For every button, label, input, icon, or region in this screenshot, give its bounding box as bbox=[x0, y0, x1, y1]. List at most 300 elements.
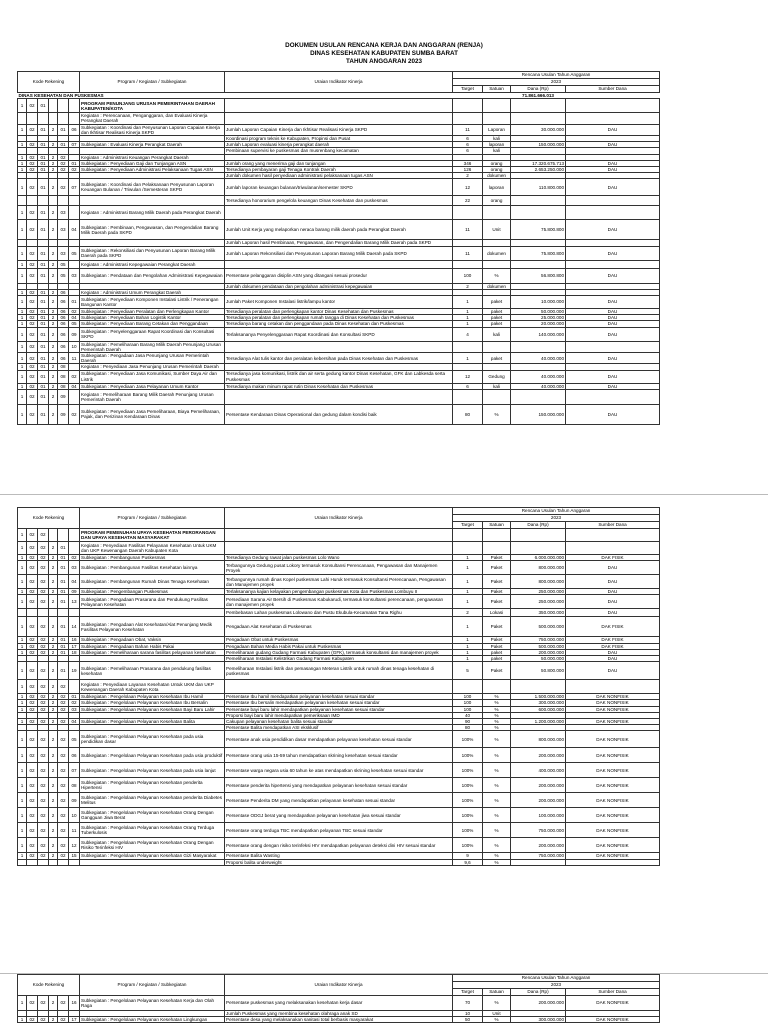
sumber-cell: DAK NONFISIK bbox=[566, 706, 660, 712]
kode-cell: 02 bbox=[38, 706, 49, 712]
kode-cell: 01 bbox=[58, 124, 69, 135]
kode-cell: 02 bbox=[27, 260, 38, 268]
kode-cell: 2 bbox=[49, 327, 58, 341]
document-title bbox=[0, 42, 768, 66]
kode-cell: 02 bbox=[58, 154, 69, 160]
kode-cell bbox=[18, 196, 27, 206]
sumber-cell: DAU bbox=[566, 327, 660, 341]
table-row bbox=[18, 260, 660, 268]
kode-cell: 02 bbox=[58, 763, 69, 778]
program-cell: Kegiatan : Perencanaan, Penganggaran, dan Evaluasi Kinerja Perangkat Daerah bbox=[80, 113, 225, 124]
target-cell: 6 bbox=[453, 142, 483, 148]
header-uraian: Uraian Indikator Kinerja bbox=[225, 508, 453, 529]
kode-cell: 2 bbox=[49, 996, 58, 1011]
budget-table bbox=[17, 974, 660, 1023]
kode-cell: 02 bbox=[38, 680, 49, 694]
header-program: Program / Kegiatan / Subkegiatan bbox=[80, 72, 225, 93]
kode-cell: 02 bbox=[38, 575, 49, 589]
target-cell: 10 bbox=[453, 1011, 483, 1017]
kode-cell: 02 bbox=[38, 542, 49, 555]
kode-cell: 04 bbox=[69, 315, 80, 321]
table-body bbox=[18, 99, 660, 425]
dana-cell: 110.800.000 bbox=[511, 179, 566, 196]
kode-cell: 2 bbox=[49, 383, 58, 389]
satuan-cell: kali bbox=[483, 136, 511, 142]
kode-cell: 2 bbox=[49, 617, 58, 637]
target-cell: 12 bbox=[453, 179, 483, 196]
kode-cell: 1 bbox=[18, 823, 27, 838]
header-target: Target bbox=[453, 989, 483, 996]
kode-cell: 01 bbox=[38, 154, 49, 160]
table-row bbox=[18, 694, 660, 700]
indikator-cell: Terbangunnya rumah dinas Kopel puskesmas Lahi Huruk termasuk Konsultansi Perencanaan, Pengawasan dan Manajemen proyek bbox=[225, 575, 453, 589]
table-body bbox=[18, 996, 660, 1023]
satuan-cell: dokumen bbox=[483, 246, 511, 260]
target-cell bbox=[453, 542, 483, 555]
kode-cell: 02 bbox=[27, 327, 38, 341]
sumber-cell: DAU bbox=[566, 595, 660, 609]
satuan-cell: kali bbox=[483, 327, 511, 341]
kode-cell: 2 bbox=[49, 220, 58, 240]
kode-cell: 2 bbox=[49, 389, 58, 404]
kode-cell: 1 bbox=[18, 778, 27, 793]
kode-cell: 01 bbox=[38, 353, 49, 364]
sumber-cell: DAK NONFISIK bbox=[566, 793, 660, 808]
kode-cell: 01 bbox=[38, 315, 49, 321]
title-line-1: DOKUMEN USULAN RENCANA KERJA DAN ANGGARAN (RENJA) bbox=[285, 42, 483, 49]
kode-cell: 1 bbox=[18, 99, 27, 113]
kode-cell: 2 bbox=[49, 154, 58, 160]
kode-cell: 02 bbox=[38, 808, 49, 823]
program-cell: PROGRAM PENUNJANG URUSAN PEMERINTAHAN DAERAH KABUPATEN/KOTA bbox=[80, 99, 225, 113]
target-cell bbox=[453, 680, 483, 694]
kode-cell: 01 bbox=[58, 662, 69, 680]
kode-cell: 02 bbox=[58, 996, 69, 1011]
dana-cell: 750.000.000 bbox=[511, 637, 566, 643]
kode-cell: 1 bbox=[18, 327, 27, 341]
sumber-cell: DAU bbox=[566, 353, 660, 364]
kode-cell: 02 bbox=[27, 142, 38, 148]
satuan-cell: Paket bbox=[483, 637, 511, 643]
table-row bbox=[18, 859, 660, 865]
kode-cell: 01 bbox=[38, 327, 49, 341]
program-cell: Subkegiatan : Pengelolaan Pelayanan Kesehatan pada usia pendidikan dasar bbox=[80, 731, 225, 748]
satuan-cell: Lokasi bbox=[483, 609, 511, 617]
target-cell: 12 bbox=[453, 370, 483, 383]
kode-cell: 06 bbox=[69, 748, 80, 763]
indikator-cell: Jumlah dokumen hasil penyediaan administrasi pelaksanaan tugas ASN bbox=[225, 173, 453, 179]
kode-cell bbox=[69, 529, 80, 542]
kode-cell: 02 bbox=[27, 124, 38, 135]
dana-cell: 250.000.000 bbox=[511, 589, 566, 595]
kode-cell: 14 bbox=[69, 617, 80, 637]
program-cell: Subkegiatan : Rekonsiliasi dan Penyusunan Laporan Barang Milik Daerah pada SKPD bbox=[80, 246, 225, 260]
satuan-cell: % bbox=[483, 823, 511, 838]
sumber-cell bbox=[566, 529, 660, 542]
sumber-cell: DAU bbox=[566, 649, 660, 655]
dana-cell bbox=[511, 859, 566, 865]
indikator-cell bbox=[225, 113, 453, 124]
table-row bbox=[18, 680, 660, 694]
program-cell: Kegiatan : Penyediaan Fasilitas Pelayanan Kesehatan Untuk UKM dan UKP Kewenangan Daerah Kabupaten Kota bbox=[80, 542, 225, 555]
satuan-cell: Paket bbox=[483, 595, 511, 609]
kode-cell: 03 bbox=[69, 706, 80, 712]
dana-cell bbox=[511, 341, 566, 352]
sumber-cell: DAU bbox=[566, 656, 660, 662]
indikator-cell: Persediaan Sarana Air Bersih di Puskesmas Kabukarudi, termasuk konsultansi perencanaan, pengawasan dan manajemen proyek bbox=[225, 595, 453, 609]
kode-cell: 07 bbox=[69, 763, 80, 778]
header-dana: Dana (Rp) bbox=[511, 86, 566, 93]
kode-cell: 02 bbox=[27, 561, 38, 575]
sumber-cell: DAK NONFISIK bbox=[566, 823, 660, 838]
kode-cell: 01 bbox=[58, 575, 69, 589]
satuan-cell: kali bbox=[483, 383, 511, 389]
target-cell: 1 bbox=[453, 637, 483, 643]
target-cell: 100% bbox=[453, 748, 483, 763]
header-rencana: Rencana Usulan Tahun Anggaran bbox=[453, 72, 660, 79]
program-cell: Subkegiatan : Pembangunan Puskesmas bbox=[80, 555, 225, 561]
sumber-cell bbox=[566, 859, 660, 865]
kode-cell: 02 bbox=[27, 778, 38, 793]
target-cell: 100 bbox=[453, 700, 483, 706]
kode-cell: 02 bbox=[27, 575, 38, 589]
indikator-cell: Proporsi bayi baru lahir mendapatkan pemeriksaan IMD bbox=[225, 712, 453, 718]
indikator-cell: Pengadaan Obat untuk Puskesmas bbox=[225, 637, 453, 643]
kode-cell: 07 bbox=[69, 179, 80, 196]
sumber-cell: DAU bbox=[566, 160, 660, 166]
program-cell: Subkegiatan : Pengelolaan Pelayanan Kesehatan Gizi Masyarakat bbox=[80, 853, 225, 859]
target-cell: 22 bbox=[453, 196, 483, 206]
kode-cell: 01 bbox=[38, 309, 49, 315]
program-cell: Subkegiatan : Pengelolaan Pelayanan Kesehatan Lingkungan bbox=[80, 1017, 225, 1023]
kode-cell: 05 bbox=[58, 260, 69, 268]
program-cell: Subkegiatan : Pengembangan Puskesmas bbox=[80, 589, 225, 595]
kode-cell: 17 bbox=[69, 1017, 80, 1023]
kode-cell: 2 bbox=[49, 1017, 58, 1023]
kode-cell: 2 bbox=[49, 142, 58, 148]
program-cell: Subkegiatan : Pengadaan Jasa Penunjang Urusan Pemerintah Daerah bbox=[80, 353, 225, 364]
dana-cell: 1.200.000.000 bbox=[511, 719, 566, 725]
kode-cell bbox=[38, 196, 49, 206]
satuan-cell: dokumen bbox=[483, 173, 511, 179]
target-cell: 100% bbox=[453, 763, 483, 778]
kode-cell: 02 bbox=[58, 838, 69, 853]
sumber-cell: DAK FISIK bbox=[566, 643, 660, 649]
indikator-cell bbox=[225, 389, 453, 404]
kode-cell: 02 bbox=[58, 1017, 69, 1023]
program-cell: Subkegiatan : Pengelolaan Pelayanan Kesehatan penderita Hipertensi bbox=[80, 778, 225, 793]
indikator-cell: Persentase orang terduga TBC mendapatkan pelayanan TBC sesuai standar bbox=[225, 823, 453, 838]
dana-cell: 140.000.000 bbox=[511, 327, 566, 341]
kode-cell bbox=[58, 113, 69, 124]
sumber-cell: DAU bbox=[566, 321, 660, 327]
kode-cell: 2 bbox=[49, 321, 58, 327]
satuan-cell: % bbox=[483, 748, 511, 763]
kode-cell: 02 bbox=[27, 555, 38, 561]
kode-cell: 01 bbox=[38, 142, 49, 148]
kode-cell: 1 bbox=[18, 364, 27, 370]
sumber-cell: DAK NONFISIK bbox=[566, 1017, 660, 1023]
target-cell: 80 bbox=[453, 404, 483, 424]
satuan-cell: paket bbox=[483, 309, 511, 315]
dana-cell: 500.000.000 bbox=[511, 617, 566, 637]
kode-cell: 02 bbox=[27, 996, 38, 1011]
dana-cell: 1.500.000.000 bbox=[511, 694, 566, 700]
indikator-cell: Terlaksananya Penyelenggaraan Rapat Koordinasi dan Konsultasi SKPD bbox=[225, 327, 453, 341]
dana-cell: 50.000.000 bbox=[511, 656, 566, 662]
satuan-cell bbox=[483, 389, 511, 404]
kode-cell: 02 bbox=[27, 838, 38, 853]
table-row bbox=[18, 643, 660, 649]
kode-cell: 06 bbox=[58, 327, 69, 341]
kode-cell: 06 bbox=[58, 289, 69, 295]
kode-cell: 2 bbox=[49, 268, 58, 283]
sumber-cell: DAK NONFISIK bbox=[566, 748, 660, 763]
kode-cell: 1 bbox=[18, 706, 27, 712]
kode-cell: 2 bbox=[49, 694, 58, 700]
satuan-cell bbox=[483, 542, 511, 555]
satuan-cell: % bbox=[483, 725, 511, 731]
indikator-cell: Jumlah Laporan Capaian Kinerja dan Ikhtisar Realisasi Kinerja SKPD bbox=[225, 124, 453, 135]
kode-cell bbox=[58, 859, 69, 865]
kode-cell bbox=[27, 609, 38, 617]
dana-cell: 30.000.000 bbox=[511, 124, 566, 135]
kode-cell: 02 bbox=[27, 1017, 38, 1023]
kode-cell: 1 bbox=[18, 142, 27, 148]
program-cell: Kegiatan : Penyediaan Jasa Penunjang Urusan Pemerintah Daerah bbox=[80, 364, 225, 370]
target-cell: 11 bbox=[453, 124, 483, 135]
kode-cell: 02 bbox=[27, 680, 38, 694]
dana-cell: 75.800.800 bbox=[511, 220, 566, 240]
indikator-cell: Jumlah Puskesmas yang membina kesehatan olahraga anak SD bbox=[225, 1011, 453, 1017]
kode-cell: 2 bbox=[49, 309, 58, 315]
kode-cell: 2 bbox=[49, 706, 58, 712]
sumber-cell: DAU bbox=[566, 167, 660, 173]
kode-cell: 1 bbox=[18, 206, 27, 220]
target-cell: 1 bbox=[453, 649, 483, 655]
title-line-3: TAHUN ANGGARAN 2023 bbox=[346, 58, 422, 65]
program-cell: Subkegiatan : Penyediaan Jasa Pemeliharaan, Biaya Pemeliharaan, Pajak, dan Perizinan Kendaraan Dinas bbox=[80, 404, 225, 424]
kode-cell: 01 bbox=[69, 694, 80, 700]
header-kode: Kode Rekening bbox=[18, 975, 80, 996]
sumber-cell bbox=[566, 113, 660, 124]
satuan-cell bbox=[483, 206, 511, 220]
sumber-cell bbox=[566, 206, 660, 220]
sumber-cell: DAK NONFISIK bbox=[566, 808, 660, 823]
kode-cell: 1 bbox=[18, 529, 27, 542]
header-rencana: Rencana Usulan Tahun Anggaran bbox=[453, 975, 660, 982]
dana-cell: 200.000.000 bbox=[511, 748, 566, 763]
dana-cell: 100.000.000 bbox=[511, 808, 566, 823]
sumber-cell bbox=[566, 389, 660, 404]
kode-cell: 02 bbox=[27, 700, 38, 706]
program-cell: Subkegiatan : Evaluasi Kinerja Perangkat Daerah bbox=[80, 142, 225, 148]
kode-cell: 2 bbox=[49, 643, 58, 649]
sumber-cell: DAU bbox=[566, 561, 660, 575]
kode-cell: 04 bbox=[69, 383, 80, 389]
kode-cell: 02 bbox=[27, 389, 38, 404]
kode-cell: 1 bbox=[18, 996, 27, 1011]
kode-cell: 01 bbox=[58, 561, 69, 575]
indikator-cell: Persentase Balita Wasting bbox=[225, 853, 453, 859]
kode-cell bbox=[69, 206, 80, 220]
kode-cell: 07 bbox=[69, 142, 80, 148]
table-row bbox=[18, 561, 660, 575]
kode-cell: 01 bbox=[38, 383, 49, 389]
kode-cell: 1 bbox=[18, 595, 27, 609]
indikator-cell: Tersedianya barang cetakan dan penggandaan pada Dinas Kesehatan dan Puskesmas bbox=[225, 321, 453, 327]
kode-cell: 1 bbox=[18, 353, 27, 364]
kode-cell: 02 bbox=[38, 748, 49, 763]
dana-cell: 200.000.000 bbox=[511, 996, 566, 1011]
sumber-cell: DAU bbox=[566, 370, 660, 383]
kode-cell: 04 bbox=[69, 719, 80, 725]
kode-cell: 1 bbox=[18, 404, 27, 424]
kode-cell: 2 bbox=[49, 838, 58, 853]
sumber-cell: DAU bbox=[566, 589, 660, 595]
dana-cell: 17.320.675.713 bbox=[511, 160, 566, 166]
kode-cell: 02 bbox=[27, 206, 38, 220]
sumber-cell: DAK NONFISIK bbox=[566, 719, 660, 725]
kode-cell: 02 bbox=[27, 808, 38, 823]
target-cell: 1 bbox=[453, 656, 483, 662]
kode-cell: 2 bbox=[49, 662, 58, 680]
indikator-cell bbox=[225, 341, 453, 352]
dana-cell: 400.000.000 bbox=[511, 763, 566, 778]
kode-cell: 2 bbox=[49, 637, 58, 643]
target-cell: 1 bbox=[453, 561, 483, 575]
kode-cell: 02 bbox=[27, 617, 38, 637]
kode-cell: 02 bbox=[38, 731, 49, 748]
kode-cell bbox=[58, 196, 69, 206]
kode-cell: 1 bbox=[18, 321, 27, 327]
kode-cell bbox=[38, 113, 49, 124]
kode-cell: 02 bbox=[38, 719, 49, 725]
kode-cell: 02 bbox=[27, 731, 38, 748]
kode-cell: 2 bbox=[49, 823, 58, 838]
kode-cell: 2 bbox=[49, 748, 58, 763]
kode-cell: 2 bbox=[49, 404, 58, 424]
kode-cell: 01 bbox=[38, 246, 49, 260]
satuan-cell: laporan bbox=[483, 142, 511, 148]
kode-cell: 02 bbox=[27, 296, 38, 309]
kode-cell: 2 bbox=[49, 719, 58, 725]
kode-cell: 10 bbox=[69, 341, 80, 352]
sumber-cell: DAU bbox=[566, 268, 660, 283]
kode-cell: 02 bbox=[27, 309, 38, 315]
program-cell: Subkegiatan : Pengelolaan Pelayanan Kesehatan Orang Dengan Risiko Terinfeksi HIV bbox=[80, 838, 225, 853]
target-cell: 1 bbox=[453, 353, 483, 364]
indikator-cell: Persentase ODGJ berat yang mendapatkan pelayanan kesehatan jiwa sesuai standar bbox=[225, 808, 453, 823]
kode-cell: 02 bbox=[27, 763, 38, 778]
kode-cell: 03 bbox=[58, 220, 69, 240]
title-line-2: DINAS KESEHATAN KABUPATEN SUMBA BARAT bbox=[310, 50, 458, 57]
table-row bbox=[18, 808, 660, 823]
indikator-cell: Tersedianya pembayaran gaji Tenaga Kontrak Daerah bbox=[225, 167, 453, 173]
kode-cell: 10 bbox=[69, 808, 80, 823]
dana-cell: 500.000.000 bbox=[511, 643, 566, 649]
program-cell: Subkegiatan : Penyediaan Jasa Pelayanan Umum Kantor bbox=[80, 383, 225, 389]
header-target: Target bbox=[453, 522, 483, 529]
satuan-cell: Paket bbox=[483, 575, 511, 589]
program-cell: Subkegiatan : Penyediaan Peralatan dan Perlengkapan Kantor bbox=[80, 309, 225, 315]
table-row bbox=[18, 1017, 660, 1023]
sumber-cell: DAK FISIK bbox=[566, 617, 660, 637]
satuan-cell: paket bbox=[483, 321, 511, 327]
program-cell bbox=[80, 859, 225, 865]
dana-cell bbox=[511, 389, 566, 404]
table-row bbox=[18, 341, 660, 352]
table-row bbox=[18, 542, 660, 555]
kode-cell: 01 bbox=[58, 643, 69, 649]
satuan-cell: Paket bbox=[483, 561, 511, 575]
kode-cell: 17 bbox=[69, 643, 80, 649]
indikator-cell: Persentase desa yang melaksanakan sanitasi total berbasis masyarakat bbox=[225, 1017, 453, 1023]
satuan-cell: Unit bbox=[483, 220, 511, 240]
kode-cell: 08 bbox=[58, 383, 69, 389]
kode-cell bbox=[69, 389, 80, 404]
kode-cell: 09 bbox=[58, 404, 69, 424]
kode-cell: 01 bbox=[38, 260, 49, 268]
sumber-cell bbox=[566, 341, 660, 352]
program-cell: Subkegiatan : Pengadaan Bahan Habis Pakai bbox=[80, 643, 225, 649]
header-program: Program / Kegiatan / Subkegiatan bbox=[80, 975, 225, 996]
sumber-cell: DAU bbox=[566, 309, 660, 315]
kode-cell: 1 bbox=[18, 589, 27, 595]
kode-cell: 19 bbox=[69, 662, 80, 680]
kode-cell: 04 bbox=[69, 220, 80, 240]
kode-cell: 02 bbox=[27, 315, 38, 321]
kode-cell: 01 bbox=[38, 206, 49, 220]
kode-cell: 1 bbox=[18, 700, 27, 706]
header-tahun: 2023 bbox=[453, 982, 660, 989]
program-cell: Kegiatan : Administrasi Kepegawaian Perangkat Daerah bbox=[80, 260, 225, 268]
kode-cell: 02 bbox=[27, 542, 38, 555]
kode-cell: 11 bbox=[69, 353, 80, 364]
target-cell: 1 bbox=[453, 617, 483, 637]
dana-cell: 50.800.000 bbox=[511, 662, 566, 680]
kode-cell: 02 bbox=[69, 167, 80, 173]
target-cell: 100% bbox=[453, 838, 483, 853]
indikator-cell: Tersedianya Alat tulis kantor dan peralatan kebersihan pada Dinas Kesehatan dan Puskesmas bbox=[225, 353, 453, 364]
kode-cell: 2 bbox=[49, 778, 58, 793]
kode-cell: 09 bbox=[69, 327, 80, 341]
table-row bbox=[18, 838, 660, 853]
target-cell: 70 bbox=[453, 996, 483, 1011]
kode-cell: 02 bbox=[58, 700, 69, 706]
table-row bbox=[18, 315, 660, 321]
dana-cell: 150.000.000 bbox=[511, 142, 566, 148]
kode-cell: 01 bbox=[38, 296, 49, 309]
satuan-cell: % bbox=[483, 778, 511, 793]
kode-cell: 1 bbox=[18, 1017, 27, 1023]
sumber-cell: DAK NONFISIK bbox=[566, 763, 660, 778]
kode-cell: 1 bbox=[18, 220, 27, 240]
kode-cell: 02 bbox=[38, 643, 49, 649]
kode-cell: 02 bbox=[27, 321, 38, 327]
table-row bbox=[18, 529, 660, 542]
kode-cell bbox=[69, 99, 80, 113]
kode-cell: 02 bbox=[27, 706, 38, 712]
target-cell: 11 bbox=[453, 246, 483, 260]
sumber-cell: DAK NONFISIK bbox=[566, 778, 660, 793]
indikator-cell: Jumlah dokumen pendataan dan pengolahan administrasi kepegawaian bbox=[225, 283, 453, 289]
target-cell: 11 bbox=[453, 220, 483, 240]
kode-cell bbox=[27, 859, 38, 865]
kode-cell: 2 bbox=[49, 341, 58, 352]
header-program: Program / Kegiatan / Subkegiatan bbox=[80, 508, 225, 529]
program-cell: Subkegiatan : Pengelolaan Pelayanan Kesehatan Ibu Bersalin bbox=[80, 700, 225, 706]
